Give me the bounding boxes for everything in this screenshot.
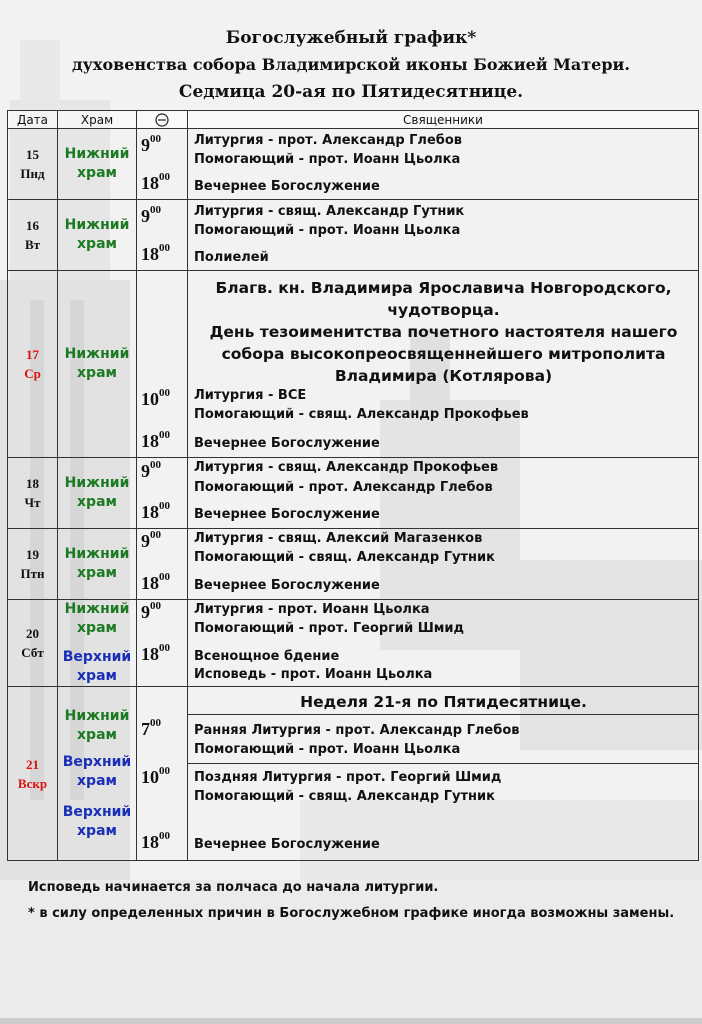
liturgy-line: Литургия - свящ. Александр Прокофьев: [194, 460, 499, 475]
time-evening: $18^{00}$: [141, 571, 170, 593]
divider: [188, 714, 699, 715]
time-liturgy: $9^{00}$: [141, 459, 161, 481]
time-early-liturgy: $7^{00}$: [141, 717, 161, 739]
evening-line: Полиелей: [194, 250, 269, 265]
footnote: * в силу определенных причин в Богослужебном графике иногда возможны замены.: [28, 906, 675, 921]
clergy-cell: [188, 529, 699, 600]
time-late-liturgy: $10^{00}$: [141, 765, 170, 787]
date-cell: 19 Птн: [8, 529, 58, 600]
col-header-clergy: Священники: [188, 111, 699, 129]
liturgy-line: Литургия - ВСЕ: [194, 388, 307, 403]
evening-line: Вечернее Богослужение: [194, 578, 380, 593]
table-row: [8, 129, 699, 200]
table-row: [8, 600, 699, 687]
date-cell: 18 Чт: [8, 458, 58, 529]
temple-cell: Нижний храм: [58, 529, 137, 600]
temple-cell: Нижний храм Верхний храм Верхний храм: [58, 687, 137, 861]
time-liturgy: $9^{00}$: [141, 133, 161, 155]
evening-line: Вечернее Богослужение: [194, 837, 380, 852]
clergy-cell: [188, 600, 699, 687]
clock-icon: [155, 113, 169, 127]
temple-cell: Нижний храм: [58, 129, 137, 200]
date-cell: 16 Вт: [8, 200, 58, 271]
temple-cell: Нижний храм: [58, 271, 137, 458]
clergy-cell: [188, 458, 699, 529]
time-evening: $18^{00}$: [141, 242, 170, 264]
clergy-cell: [188, 200, 699, 271]
early-liturgy-line: Ранняя Литургия - прот. Александр Глебов: [194, 723, 520, 738]
helper-line: Помогающий - свящ. Александр Гутник: [194, 550, 495, 565]
evening-line: Вечернее Богослужение: [194, 179, 380, 194]
date-cell: 20 Сбт: [8, 600, 58, 687]
helper-line: Помогающий - свящ. Александр Гутник: [194, 789, 495, 804]
table-row: [8, 458, 699, 529]
clergy-cell: [188, 687, 699, 861]
liturgy-line: Литургия - прот. Александр Глебов: [194, 133, 463, 148]
schedule-table: [7, 110, 699, 861]
temple-cell: Нижний храм Верхний храм: [58, 600, 137, 687]
time-evening: $18^{00}$: [141, 830, 170, 852]
week-title: Седмица 20-ая по Пятидесятнице.: [178, 82, 524, 102]
liturgy-line: Литургия - прот. Иоанн Цьолка: [194, 602, 430, 617]
col-header-date: Дата: [8, 111, 58, 129]
feast-title: Благв. кн. Владимира Ярославича Новгородского, чудотворца. День тезоименитства почетного настоятеля нашего собора высокопреосвященнейшего митрополита Владимира (Котлярова): [209, 279, 678, 385]
divider: [188, 763, 699, 764]
table-row: [8, 200, 699, 271]
time-evening: $18^{00}$: [141, 500, 170, 522]
time-evening: $18^{00}$: [141, 429, 170, 451]
confession-line: Исповедь - прот. Иоанн Цьолка: [194, 667, 433, 682]
helper-line: Помогающий - прот. Георгий Шмид: [194, 621, 464, 636]
time-cell: [137, 271, 188, 458]
temple-cell: Нижний храм: [58, 458, 137, 529]
time-vigil: $18^{00}$: [141, 642, 170, 664]
time-cell: [137, 529, 188, 600]
time-liturgy: $9^{00}$: [141, 529, 161, 551]
sunday-title: Неделя 21-я по Пятидесятнице.: [300, 693, 587, 711]
temple-cell: Нижний храм: [58, 200, 137, 271]
vigil-line: Всенощное бдение: [194, 649, 340, 664]
page-subtitle: духовенства собора Владимирской иконы Божией Матери.: [72, 55, 630, 74]
helper-line: Помогающий - прот. Иоанн Цьолка: [194, 223, 461, 238]
time-liturgy: $9^{00}$: [141, 204, 161, 226]
clergy-cell: [188, 271, 699, 458]
helper-line: Помогающий - прот. Иоанн Цьолка: [194, 742, 461, 757]
date-cell: 21 Вскр: [8, 687, 58, 861]
time-evening: $18^{00}$: [141, 171, 170, 193]
page-title: Богослужебный график*: [225, 28, 477, 48]
table-row: [8, 529, 699, 600]
table-row: [8, 687, 699, 861]
time-cell: [137, 458, 188, 529]
time-liturgy: $10^{00}$: [141, 387, 170, 409]
evening-line: Вечернее Богослужение: [194, 436, 380, 451]
date-cell: 17 Ср: [8, 271, 58, 458]
time-cell: [137, 129, 188, 200]
col-header-time: [137, 111, 188, 129]
col-header-temple: Храм: [58, 111, 137, 129]
evening-line: Вечернее Богослужение: [194, 507, 380, 522]
time-cell: [137, 600, 188, 687]
helper-line: Помогающий - прот. Иоанн Цьолка: [194, 152, 461, 167]
late-liturgy-line: Поздняя Литургия - прот. Георгий Шмид: [194, 770, 502, 785]
liturgy-line: Литургия - свящ. Алексий Магазенков: [194, 531, 483, 546]
liturgy-line: Литургия - свящ. Александр Гутник: [194, 204, 465, 219]
clergy-cell: [188, 129, 699, 200]
time-cell: [137, 200, 188, 271]
helper-line: Помогающий - прот. Александр Глебов: [194, 480, 493, 495]
table-row: [8, 271, 699, 458]
confession-note: Исповедь начинается за полчаса до начала литургии.: [28, 880, 439, 895]
date-cell: 15 Пнд: [8, 129, 58, 200]
table-header-row: [8, 111, 699, 129]
helper-line: Помогающий - свящ. Александр Прокофьев: [194, 407, 529, 422]
time-cell: [137, 687, 188, 861]
time-liturgy: $9^{00}$: [141, 600, 161, 622]
